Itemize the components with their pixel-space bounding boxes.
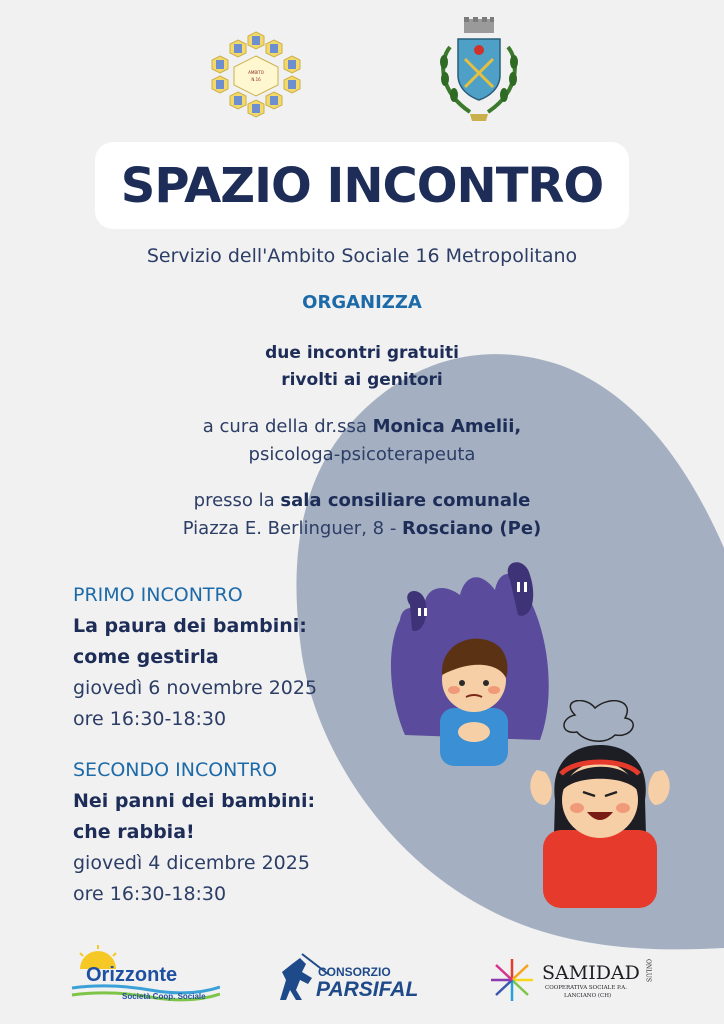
parsifal-name: PARSIFAL [316, 978, 419, 1001]
event-first [73, 580, 317, 735]
svg-text:N.16: N.16 [251, 77, 261, 82]
event-heading: SECONDO INCONTRO [73, 759, 278, 781]
host-block [0, 413, 724, 469]
svg-text:AMBITO: AMBITO [248, 70, 264, 75]
event-heading: PRIMO INCONTRO [73, 584, 243, 606]
event-time: ore 16:30-18:30 [73, 708, 227, 730]
gratuiti-line-2: rivolti ai genitori [281, 370, 443, 390]
consorzio-parsifal-logo [272, 950, 452, 1005]
gratuiti-line-1: due incontri gratuiti [265, 343, 459, 363]
host-prefix: a cura della dr.ssa [202, 416, 373, 437]
host-role: psicologa-psicoterapeuta [248, 444, 476, 465]
samidad-onlus: ONLUS [644, 959, 652, 982]
coat-of-arms-icon [430, 17, 528, 127]
event-date: giovedì 6 novembre 2025 [73, 677, 318, 699]
parsifal-top: CONSORZIO [318, 965, 391, 979]
page-title: SPAZIO INCONTRO [120, 157, 604, 214]
orizzonte-subtitle: Società Coop. Sociale [122, 992, 206, 1001]
venue-prefix: presso la [193, 490, 281, 511]
event-title-line-1: Nei panni dei bambini: [73, 790, 316, 812]
event-title-line-2: che rabbia! [73, 821, 195, 843]
venue-place: sala consiliare comunale [280, 490, 531, 511]
subtitle: Servizio dell'Ambito Sociale 16 Metropolitano [146, 245, 578, 267]
samidad-line-1: COOPERATIVA SOCIALE P.A. [545, 985, 628, 991]
samidad-name: SAMIDAD [542, 962, 640, 984]
venue-address: Piazza E. Berlinguer, 8 - [182, 518, 403, 539]
samidad-logo [490, 955, 655, 1005]
event-date: giovedì 4 dicembre 2025 [73, 852, 310, 874]
orizzonte-name: Orizzonte [86, 964, 178, 986]
orizzonte-logo [70, 945, 220, 1005]
venue-town: Rosciano (Pe) [402, 518, 542, 539]
angry-child-illustration [515, 700, 680, 910]
samidad-line-2: LANCIANO (CH) [564, 993, 612, 999]
event-time: ore 16:30-18:30 [73, 883, 227, 905]
incontri-gratuiti [0, 340, 724, 394]
event-second [73, 755, 315, 910]
title-box [95, 142, 629, 229]
ambito-sociale-logo [203, 26, 309, 122]
event-title-line-1: La paura dei bambini: [73, 615, 307, 637]
event-title-line-2: come gestirla [73, 646, 219, 668]
host-name: Monica Amelii, [372, 416, 522, 437]
organizza-label: ORGANIZZA [302, 292, 422, 313]
venue-block [0, 487, 724, 543]
